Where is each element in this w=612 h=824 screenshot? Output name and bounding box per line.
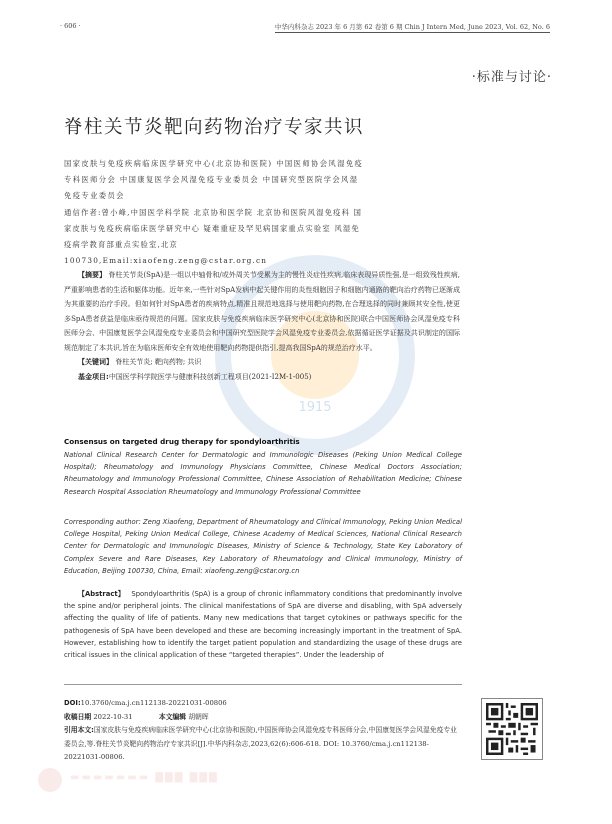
footer-divider: [64, 684, 462, 685]
english-title: Consensus on targeted drug therapy for spondyloarthritis: [64, 437, 300, 446]
citation-block: [64, 724, 462, 765]
qr-code-icon: [486, 703, 538, 755]
watermark-seal-year: 1915: [298, 400, 332, 415]
section-tag: ·标准与讨论·: [471, 70, 552, 85]
abstract-chinese: [64, 268, 460, 384]
english-abstract-text: Spondyloarthritis (SpA) is a group of chronic inflammatory conditions that predominantly involve the spine and/or peripheral joints. The clinical manifestations of SpA are diverse and disabling, with SpA adversely affecting the quality of life of patients. Many new medications that target cytokines or pathways specific for the pathogenesis of SpA have been developed and these are becoming increasingly important in the treatment of SpA. However, establishing how to identify the target patient population and standardizing the usage of these drugs are critical issues in the clinical application of these “targeted therapies”. Under the leadership of: [64, 590, 462, 660]
english-affiliations: National Clinical Research Center for Dermatologic and Immunologic Diseases (Peking Union Medical College Hospital); Rheumatology and Immunology Physicians Committee, Chinese Medical Doctors Association; Rheumatology and Immunology Professional Committee, Chinese Association of Rehabilitation Medicine; Chinese Research Hospital Association Rheumatology and Immunology Professional Committee: [64, 451, 462, 496]
publisher-logo-icon: [38, 768, 62, 792]
author-groups: 国家皮肤与免疫疾病临床医学研究中心(北京协和医院) 中国医师协会风湿免疫专科医师分会 中国康复医学会风湿免疫专业委员会 中国研究型医院学会风湿免疫专业委员会: [64, 159, 364, 200]
publisher-watermark: [38, 766, 268, 796]
english-corresponding-author: Corresponding author: Zeng Xiaofeng, Department of Rheumatology and Clinical Immunology, Peking Union Medical College Hospital, Peking Union Medical College, Chinese Academy of Medical Sciences, National Clinical Research Center for Dermatologic and Immunologic Diseases, Ministry of Science & Technology, State Key Laboratory of Complex Severe and Rare Diseases, Key Laboratory of Rheumatology and Clinical Immunology, Ministry of Education, Beijing 100730, China, Email: xiaofeng.zeng@cstar.org.cn: [64, 518, 462, 575]
citation-label: 引用本文:: [64, 726, 94, 734]
article-footer: [64, 697, 462, 765]
doi-line: [64, 697, 462, 711]
doi-link[interactable]: 10.3760/cma.j.cn112138-20221031-00806: [80, 699, 227, 707]
funding-label: 基金项目:: [78, 372, 109, 381]
received-line: [64, 711, 462, 725]
editor-label: 本文编辑: [158, 712, 187, 721]
received-date: 2022-10-31: [93, 712, 133, 721]
page-number: · 606 ·: [60, 22, 81, 30]
running-header: [60, 22, 550, 36]
received-label: 收稿日期: [64, 712, 92, 721]
keywords-line: [64, 355, 460, 370]
keywords-label: 【关键词】: [78, 358, 113, 366]
abstract-label: 【摘要】: [78, 271, 107, 279]
citation-text: 国家皮肤与免疫疾病临床医学研究中心(北京协和医院),中国医师协会风湿免疫专科医师分会,中国康复医学会风湿免疫专业委员会,等.脊柱关节炎靶向药物治疗专家共识[J].中华内科杂志,2023,62(6):606-618. DOI: 10.3760/cma.j.cn112138-20221031-00806.: [64, 726, 457, 761]
keywords-text: 脊柱关节炎; 靶向药物; 共识: [115, 358, 202, 366]
doi-label: DOI:: [64, 699, 81, 707]
english-abstract: [64, 588, 462, 661]
abstract-text: 脊柱关节炎(SpA)是一组以中轴骨和/或外周关节受累为主的慢性炎症性疾病,临床表现异质性强,是一组致残性疾病,严重影响患者的生活和躯体功能。近年来,一些针对SpA发病中起关键作用的炎性细胞因子和细胞内通路的靶向治疗药物已逐渐成为其重要的治疗手段。但如何针对SpA患者的疾病特点,精准且规范地选择与使用靶向药物,在合理选择的同时兼顾其安全性,使更多SpA患者获益是临床亟待规范的问题。国家皮肤与免疫疾病临床医学研究中心(北京协和医院)联合中国医师协会风湿免疫专科医师分会、中国康复医学会风湿免疫专业委员会和中国研究型医院学会风湿免疫专业委员会,依据循证医学证据及共识制定的国际规范制定了本共识,旨在为临床医师安全有效地使用靶向药物提供指引,提高我国SpA的规范治疗水平。: [64, 271, 461, 352]
article-title: 脊柱关节炎靶向药物治疗专家共识: [64, 117, 365, 138]
journal-citation-line: 中华内科杂志 2023 年 6 月第 62 卷第 6 期 Chin J Intern Med, June 2023, Vol. 62, No. 6: [274, 23, 550, 31]
publisher-watermark-text: ▬▬▬▬▬▬▬ ▇▇▇ ▇▇▇: [70, 772, 219, 783]
funding-line: [64, 370, 460, 385]
corresponding-author: 通信作者:曾小峰,中国医学科学院 北京协和医学院 北京协和医院风湿免疫科 国家皮肤与免疫疾病临床医学研究中心 疑难重症及罕见病国家重点实验室 风湿免疫病学教育部重点实验室,北京100730,Email:xiaofeng.zeng@cstar.org.cn: [64, 208, 363, 265]
funding-text: 中国医学科学院医学与健康科技创新工程项目(2021-I2M-1-005): [108, 372, 312, 381]
qr-code[interactable]: [481, 698, 543, 760]
editor-name: 胡朝晖: [188, 712, 209, 721]
abstract-paragraph: [64, 268, 460, 355]
english-abstract-label: 【Abstract】: [78, 590, 125, 598]
